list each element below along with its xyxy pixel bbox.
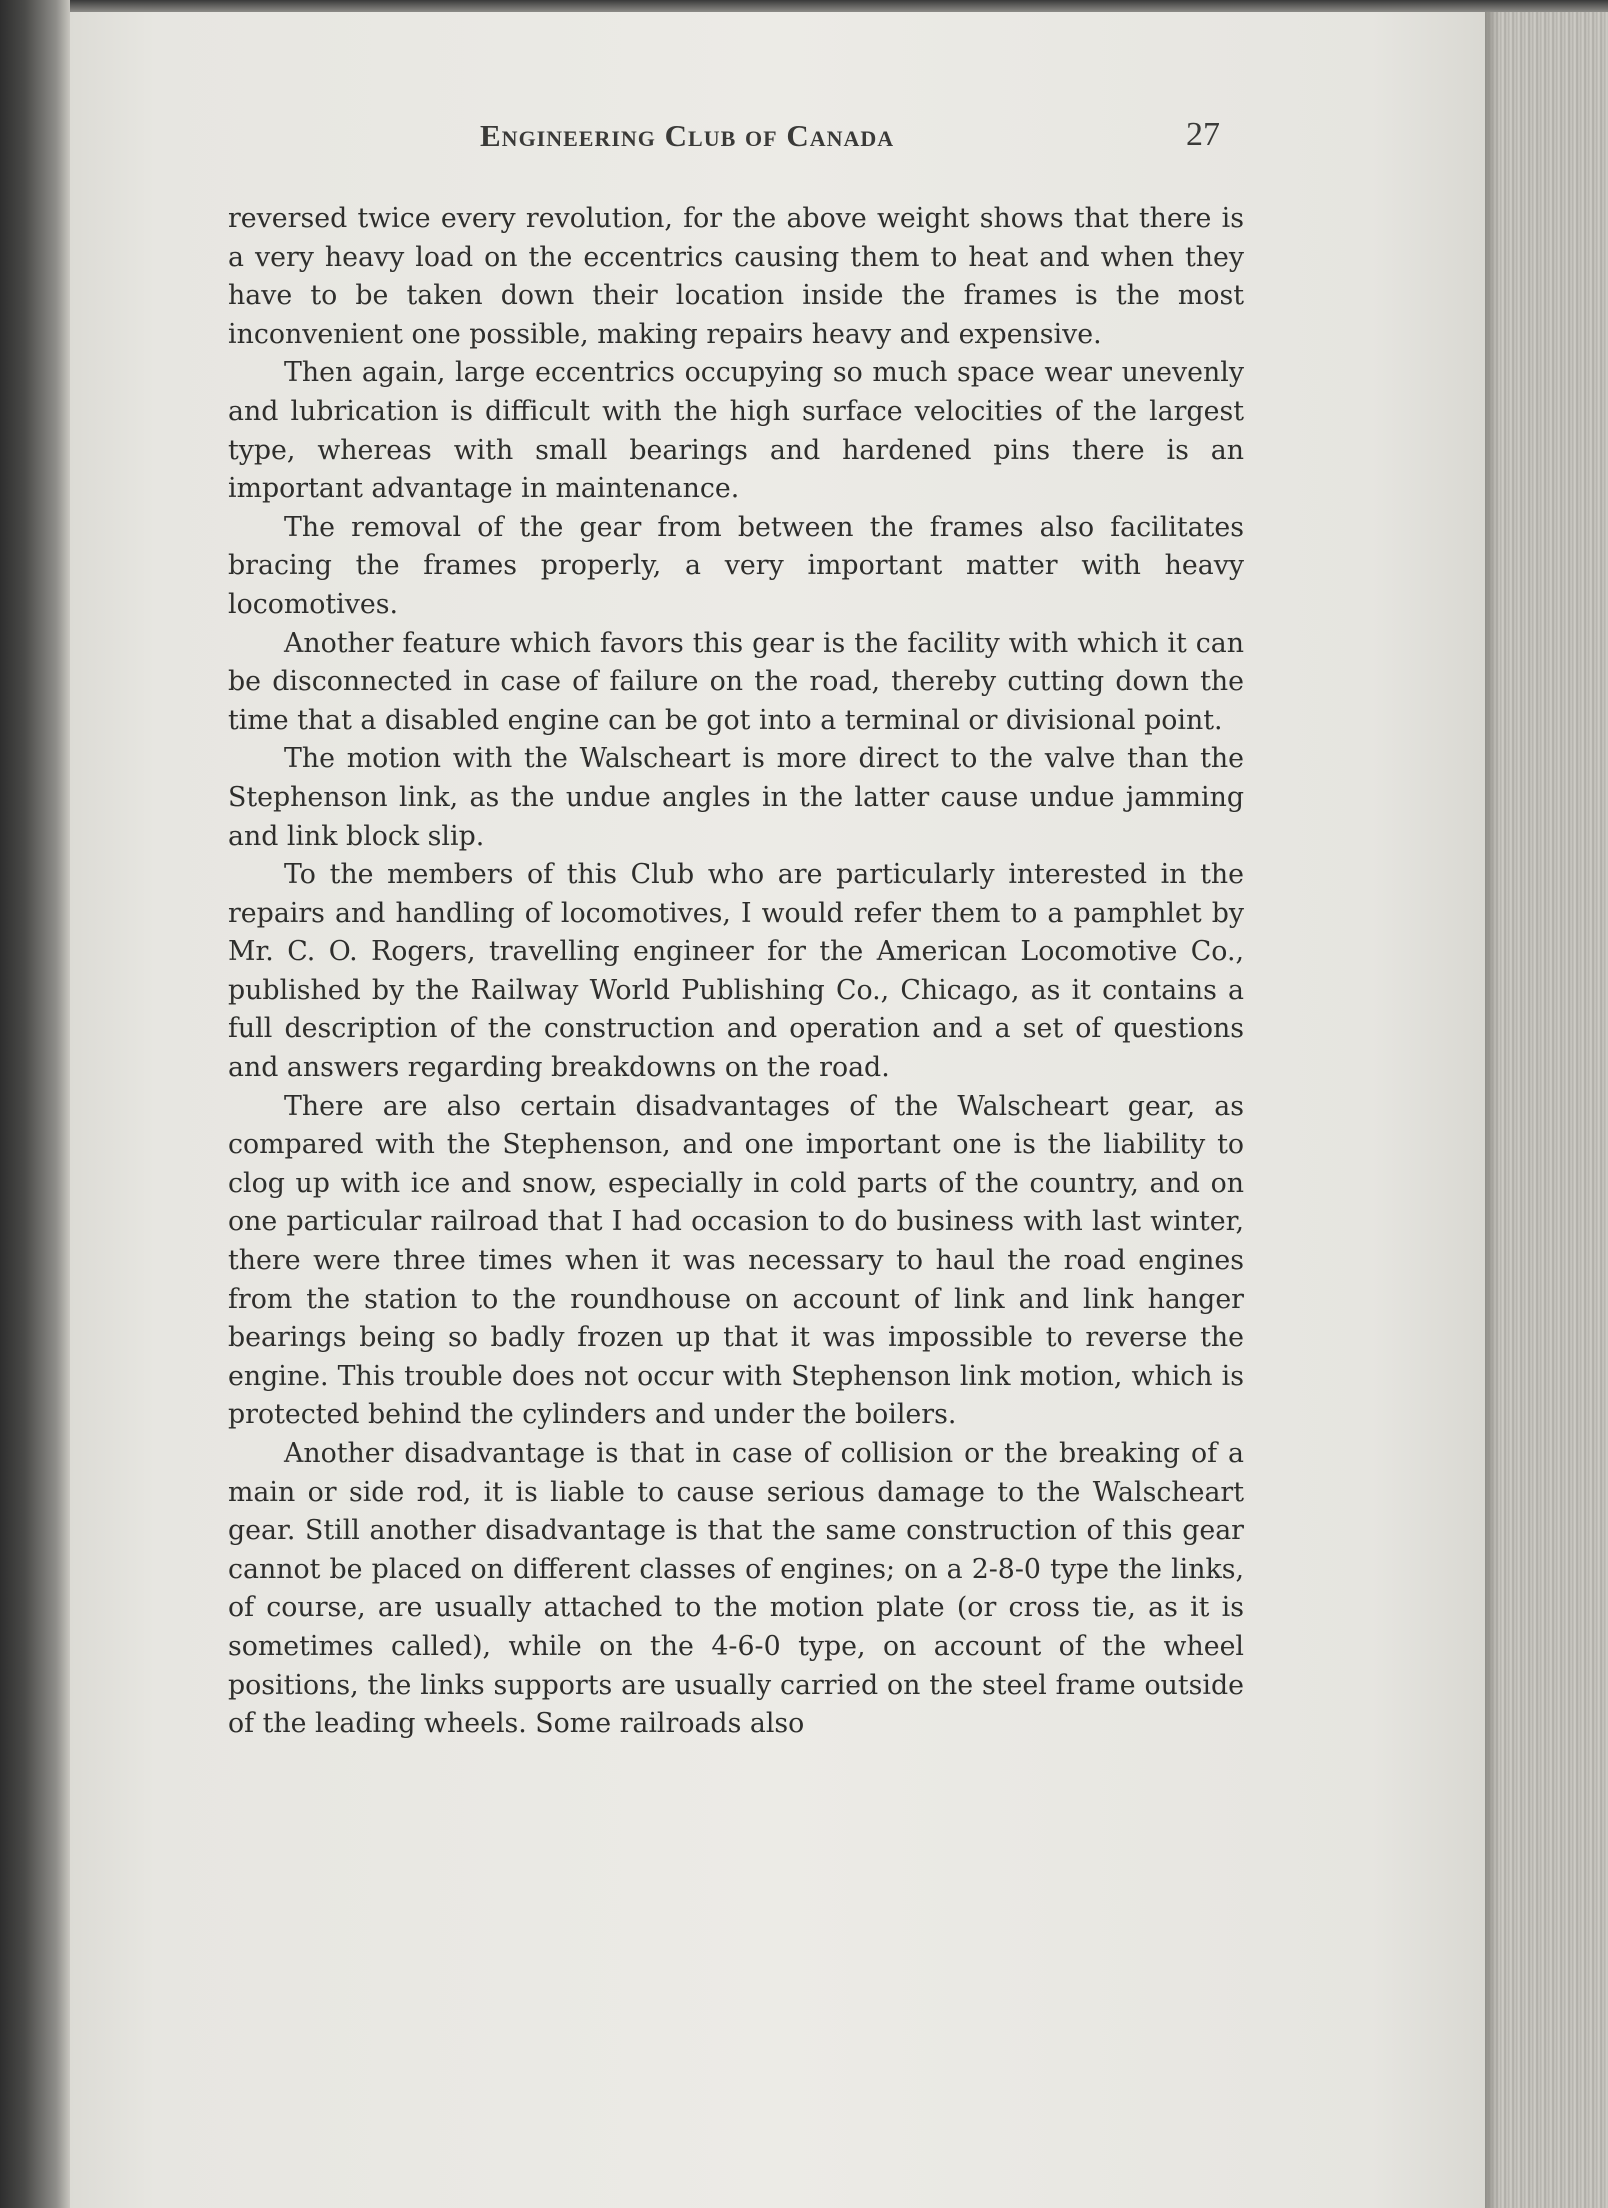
paragraph: There are also certain disadvantages of the Walscheart gear, as compared with the Stephenson, and one important one is the liability to clog up with ice and snow, especially in cold parts of the country, and on one particular railroad that I had occasion to do business with last winter, there were three times when it was necessary to haul the road engines from the station to the roundhouse on account of link and link hanger bearings being so badly frozen up that it was impossible to reverse the engine. This trouble does not occur with Stephenson link motion, which is protected behind the cylinders and under the boilers. <box>228 1090 1244 1431</box>
book-page-edges <box>1485 12 1608 2208</box>
paragraph: The motion with the Walscheart is more direct to the valve than the Stephenson link, as the undue angles in the latter cause undue jamming and link block slip. <box>228 743 1244 852</box>
paragraph: Another feature which favors this gear is the facility with which it can be disconnected in case of failure on the road, thereby cutting down the time that a disabled engine can be got into a terminal or divisional point. <box>228 627 1244 736</box>
paragraph: The removal of the gear from between the frames also facilitates bracing the frames properly, a very important matter with heavy locomotives. <box>228 511 1244 620</box>
paragraph: Then again, large eccentrics occupying so much space wear unevenly and lubrication is difficult with the high surface velocities of the largest type, whereas with small bearings and hardened pins there is an important advantage in maintenance. <box>228 357 1244 505</box>
running-header-title: Engineering Club of Canada <box>480 118 895 153</box>
paragraph: reversed twice every revolution, for the above weight shows that there is a very heavy load on the eccentrics causing them to heat and when they have to be taken down their location inside the frames is the most inconvenient one possible, making repairs heavy and expensive. <box>228 203 1244 350</box>
body-text <box>228 200 1244 1744</box>
scan-border-top <box>0 0 1608 12</box>
running-header <box>480 118 1220 168</box>
paragraph: Another disadvantage is that in case of collision or the breaking of a main or side rod, it is liable to cause serious damage to the Walscheart gear. Still another disadvantage is that the same construction of this gear cannot be placed on different classes of engines; on a 2-8-0 type the links, of course, are usually attached to the motion plate (or cross tie, as it is sometimes called), while on the 4-6-0 type, on account of the wheel positions, the links supports are usually carried on the steel frame outside of the leading wheels. Some railroads also <box>228 1438 1244 1740</box>
page-number: 27 <box>1186 116 1220 153</box>
scan-border-left <box>0 0 70 2208</box>
paragraph: To the members of this Club who are particularly interested in the repairs and handling of locomotives, I would refer them to a pamphlet by Mr. C. O. Rogers, travelling engineer for the American Locomotive Co., published by the Railway World Publishing Co., Chicago, as it contains a full description of the construction and operation and a set of questions and answers regarding breakdowns on the road. <box>228 859 1244 1084</box>
